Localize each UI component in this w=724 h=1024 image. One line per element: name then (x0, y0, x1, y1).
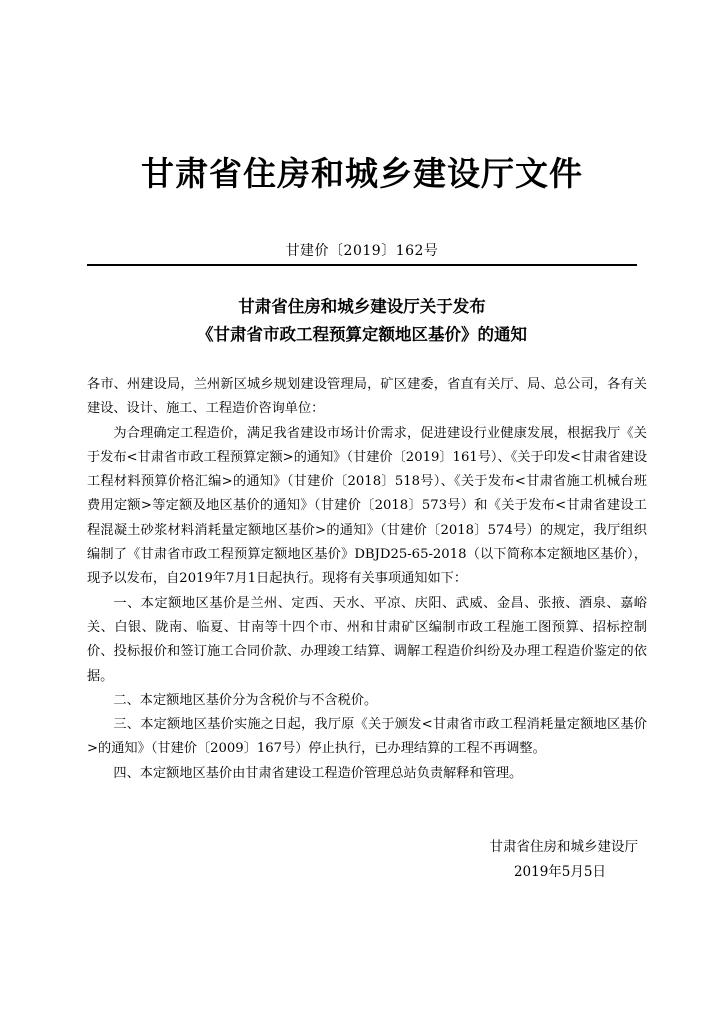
issuer-name: 甘肃省住房和城乡建设厅 (489, 839, 638, 855)
body-paragraph: 四、本定额地区基价由甘肃省建设工程造价管理总站负责解释和管理。 (113, 765, 523, 781)
body-paragraph: 为合理确定工程造价，满足我省建设市场计价需求，促进建设行业健康发展，根据我厅《关于发布<甘肃省市政工程预算定额>的通知》（甘建价〔2019〕161号）、《关于印发<甘肃省建设工程材料预算价格汇编>的通知》（甘建价〔2018〕518号）、《关于发布<甘肃省施工机械台班费用定额>等定额及地区基价的通知》（甘建价〔2018〕573号）和《关于发布<甘肃省建设工程混凝土砂浆材料消耗量定额地区基价>的通知》（甘建价〔2018〕574号）的规定，我厅组织编制了《甘肃省市政工程预算定额地区基价》DBJD25-65-2018（以下简称本定额地区基价），现予以发布，自2019年7月1日起执行。现将有关事项通知如下： (87, 425, 648, 587)
document-header-title: 甘肃省住房和城乡建设厅文件 (141, 154, 583, 193)
body-paragraph: 三、本定额地区基价实施之日起，我厅原《关于颁发<甘肃省市政工程消耗量定额地区基价>的通知》（甘建价〔2009〕167号）停止执行，已办理结算的工程不再调整。 (87, 717, 647, 757)
salutation: 各市、州建设局，兰州新区城乡规划建设管理局，矿区建委，省直有关厅、局、总公司，各有关建设、设计、施工、工程造价咨询单位： (87, 377, 647, 417)
notice-title-line-1: 甘肃省住房和城乡建设厅关于发布 (238, 297, 486, 316)
body-paragraph: 二、本定额地区基价分为含税价与不含税价。 (113, 692, 378, 708)
signature-block (418, 835, 638, 885)
notice-title (0, 293, 724, 349)
notice-body (87, 373, 647, 786)
notice-title-line-2: 《甘肃省市政工程预算定额地区基价》的通知 (197, 325, 527, 344)
body-paragraph: 一、本定额地区基价是兰州、定西、天水、平凉、庆阳、武威、金昌、张掖、酒泉、嘉峪关、白银、陇南、临夏、甘南等十四个市、州和甘肃矿区编制市政工程施工图预算、招标控制价、投标报价和签订施工合同价款、办理竣工结算、调解工程造价纠纷及办理工程造价鉴定的依据。 (87, 595, 647, 684)
header-divider (87, 264, 637, 266)
issue-date: 2019年5月5日 (513, 864, 606, 880)
document-number: 甘建价〔2019〕162号 (285, 243, 439, 259)
